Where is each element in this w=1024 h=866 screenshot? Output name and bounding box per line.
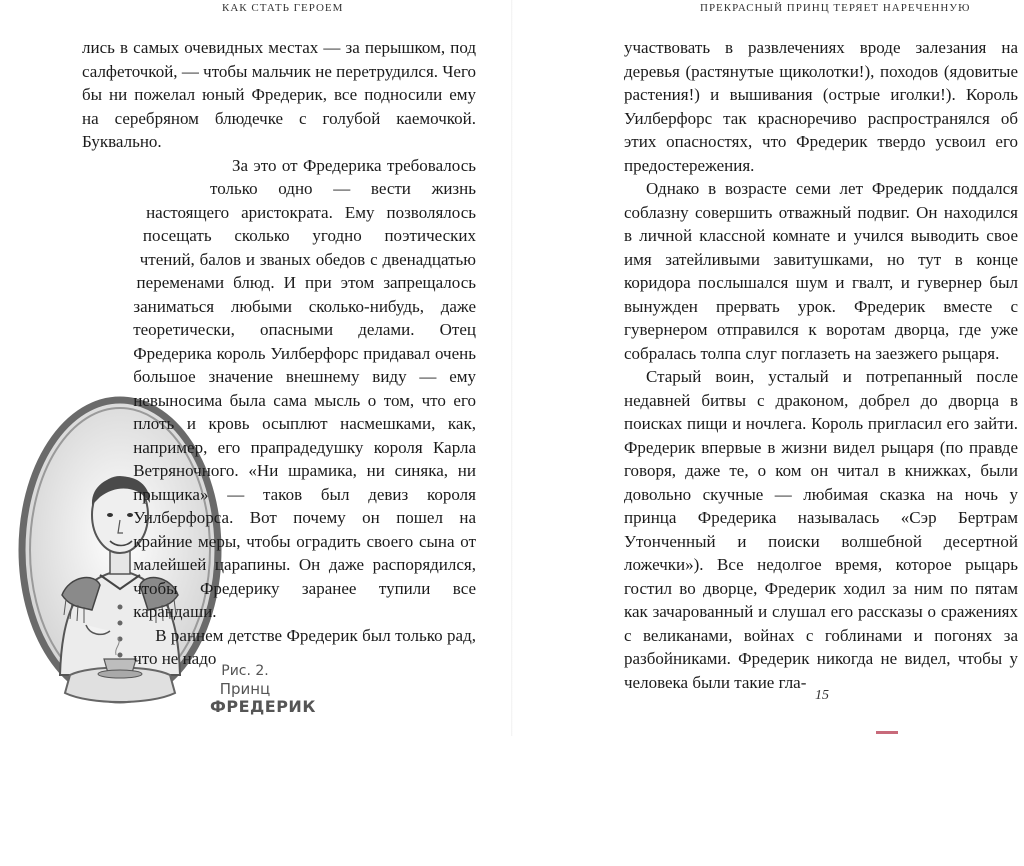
left-page-text <box>82 36 476 726</box>
caption-title: Принц <box>219 680 271 698</box>
left-paragraph-1: лись в самых очевидных местах — за перышком, под салфеточкой, — чтобы мальчик не перетрудился. Чего бы ни пожелал юный Фредерик, все подносили ему на серебряном блюдечке с голубой каемочкой. Буквально. <box>82 38 476 151</box>
book-gutter <box>511 0 513 736</box>
running-head-right: ПРЕКРАСНЫЙ ПРИНЦ ТЕРЯЕТ НАРЕЧЕННУЮ <box>700 2 971 14</box>
left-paragraph-2 <box>82 154 476 624</box>
right-paragraph-1: участвовать в развлечениях вроде залезания на деревья (растянутые щиколотки!), походов (ядовитые растения!) и вышивания (острые иголки!). Король Уилберфорс так красноречиво распространялся об этих опасностях, что Фредерик твердо усвоил его предостережения. <box>624 38 1018 175</box>
running-head-left: КАК СТАТЬ ГЕРОЕМ <box>222 2 344 14</box>
left-paragraph-2-text: За это от Фредерика требовалось только одно — вести жизнь настоящего аристократа. Ему позволялось посещать сколько угодно поэтических чтений, балов и званых обедов с двенадцатью переменами блюд. И при этом запрещалось заниматься любыми сколько-нибудь, даже теоретически, опасными делами. Отец Фредерика король Уилберфорс придавал очень большое значение внешнему виду — ему невыносима была сама мысль о том, что его плоть и кровь осыплют насмешками, как, например, его прапрадедушку короля Карла Ветряночного. «Ни шрамика, ни синяка, ни прыщика» — таков был девиз короля Уилберфорса. Вот почему он пошел на крайние меры, чтобы оградить своего сына от малейшей царапины. Он даже распорядился, чтобы Фредерику заранее тупили все карандаши. <box>133 155 476 621</box>
caption-number: Рис. 2. <box>221 663 269 679</box>
right-page-text <box>624 36 1018 726</box>
corner-mark <box>876 731 898 734</box>
left-paragraph-3: В раннем детстве Фредерик был только рад, что не надо <box>133 625 476 668</box>
right-paragraph-3: Старый воин, усталый и потрепанный после недавней битвы с драконом, добрел до дворца в поисках пищи и ночлега. Король пригласил его зайти. Фредерик впервые в жизни видел рыцаря (по правде говоря, даже те, о ком он читал в книжках, были довольно скучные — любимая сказка на ночь у принца Фредерика называлась «Сэр Бертрам Утонченный и поиски волшебной десертной ложечки»). Все недолгое время, которое рыцарь гостил во дворце, Фредерик ходил за ним по пятам как зачарованный и слушал его рассказы о сражениях с великанами, войнах с гоблинами и погонях за разбойниками. Фредерик никогда не видел, чтобы у человека были такие гла- <box>624 367 1018 692</box>
right-paragraph-2: Однако в возрасте семи лет Фредерик поддался соблазну совершить отважный подвиг. Он находился в личной классной комнате и учился выводить свое имя затейливыми завитушками, но тут в конце коридора послышался шум и гвалт, и гувернер был вынужден прервать урок. Фредерик вместе с гувернером отправился к воротам дворца, где уже собралась толпа слуг поглазеть на заезжего рыцаря. <box>624 179 1018 363</box>
caption-name: ФРЕДЕРИК <box>210 697 316 716</box>
page-number: 15 <box>815 688 829 703</box>
